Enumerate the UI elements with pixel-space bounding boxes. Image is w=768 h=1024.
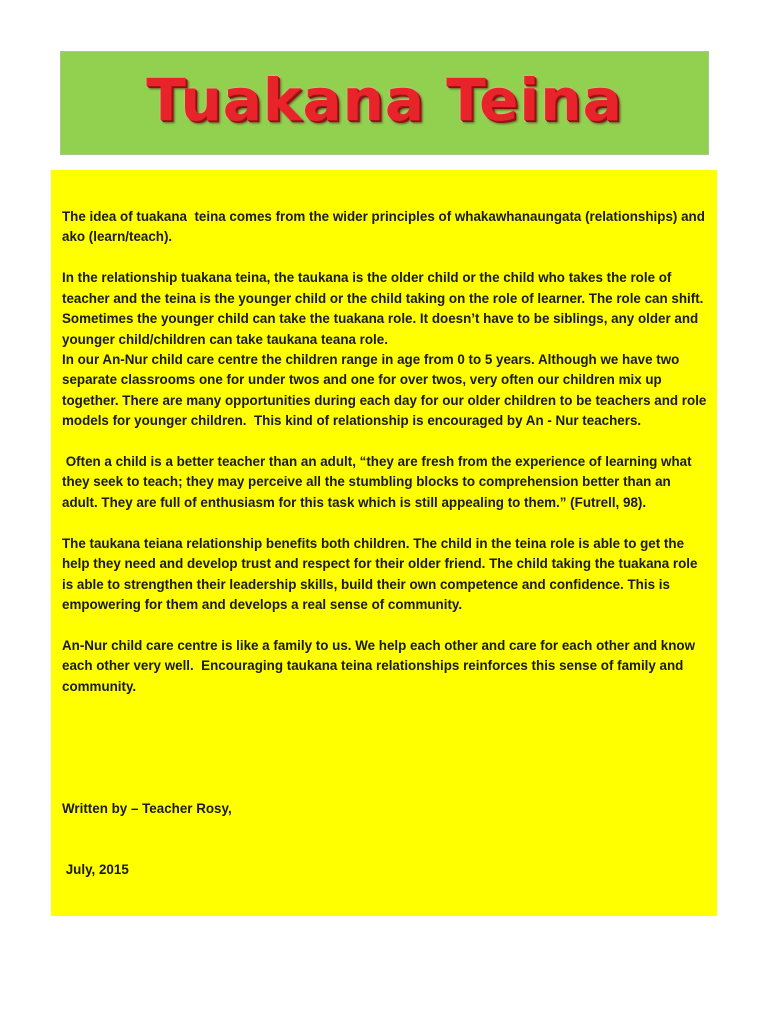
paragraph-intro: The idea of tuakana teina comes from the wider principles of whakawhanaungata (relationships) and ako (learn/teach). [62, 209, 709, 245]
paragraph-relationship: In the relationship tuakana teina, the taukana is the older child or the child who takes the role of teacher and the teina is the younger child or the child taking on the role of learner. The role can shift. Sometimes the younger child can take the tuakana role. It doesn’t have to be siblings, any older and younger child/children can take taukana teana role. [62, 270, 708, 347]
content-box [51, 170, 717, 916]
signature-author: Written by – Teacher Rosy, [62, 800, 232, 816]
paragraph-benefits: The taukana teiana relationship benefits both children. The child in the teina role is able to get the help they need and develop trust and respect for their older friend. The child taking the tuakana role is able to strengthen their leadership skills, build their own competence and confidence. This is empowering for them and develops a real sense of community. [62, 535, 702, 612]
page-title: Tuakana Teina [146, 66, 623, 134]
title-banner [60, 51, 709, 155]
paragraph-centre: In our An-Nur child care centre the children range in age from 0 to 5 years. Although we have two separate classrooms one for under twos and one for over twos, very often our children mix up together. There are many opportunities during each day for our older children to be teachers and role models for younger children. This kind of relationship is encouraged by An - Nur teachers. [62, 351, 711, 429]
paragraph-quote: Often a child is a better teacher than an adult, “they are fresh from the experience of learning what they seek to teach; they may perceive all the stumbling blocks to comprehension better than an adult. They are full of enthusiasm for this task which is still appealing to them.” (Futrell, 98). [62, 454, 696, 510]
signature-date: July, 2015 [62, 862, 129, 878]
signature-block [62, 758, 709, 921]
paragraph-family: An-Nur child care centre is like a family to us. We help each other and care for each other and know each other very well. Encouraging taukana teina relationships reinforces this sense of family and community. [62, 637, 699, 694]
